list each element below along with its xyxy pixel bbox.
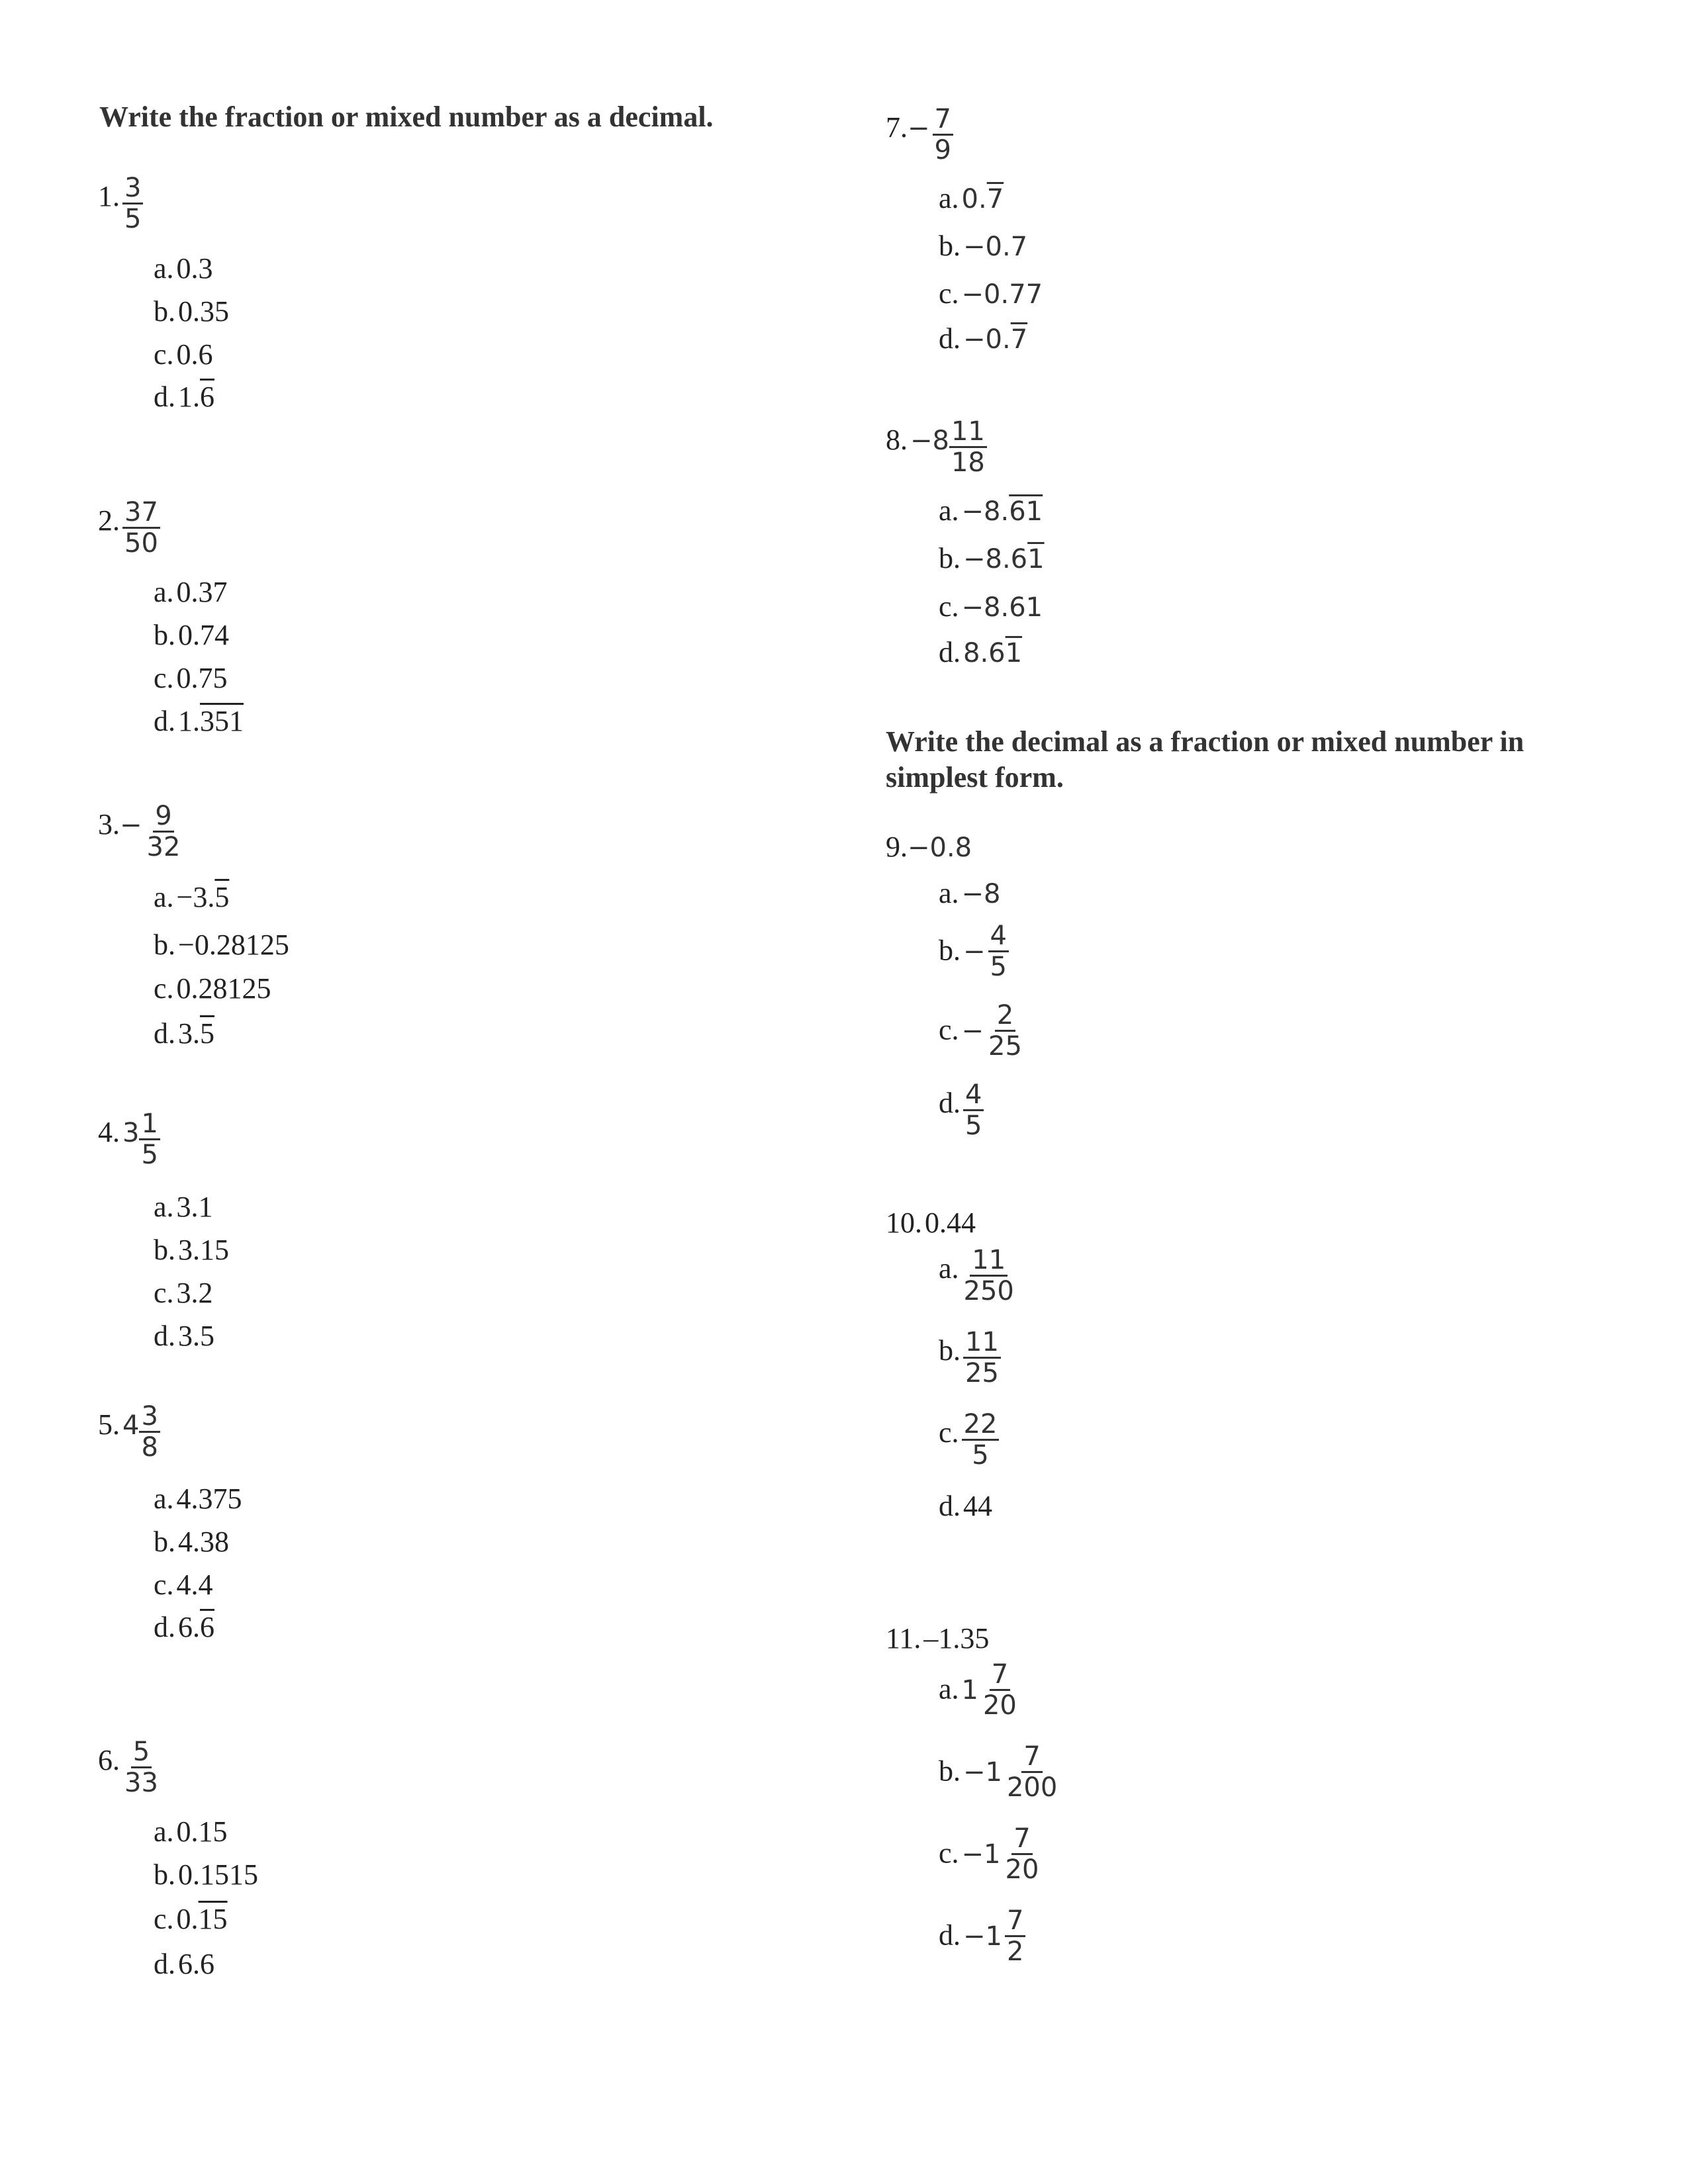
question-11 [886, 1624, 989, 1653]
option-6b[interactable]: b. 0.1515 [154, 1858, 258, 1891]
option-2a[interactable]: a. 0.37 [154, 576, 228, 608]
option-1b[interactable]: b. 0.35 [154, 295, 229, 328]
option-4b[interactable]: b. 3.15 [154, 1234, 229, 1266]
question-fraction: $\frac{3}{8}$ [139, 1402, 160, 1462]
question-7 [886, 105, 953, 165]
question-value: –1.35 [923, 1622, 990, 1655]
question-2 [98, 498, 160, 558]
question-number: 2. [98, 504, 120, 537]
question-number: 3. [98, 808, 120, 841]
question-value: −0.8 [908, 833, 972, 863]
question-fraction: $\frac{1}{5}$ [139, 1109, 160, 1169]
option-7d[interactable]: d. −0.7 [939, 322, 1028, 355]
option-10c[interactable]: c. $\frac{22}{5}$ [939, 1410, 999, 1470]
question-5 [98, 1402, 160, 1462]
question-number: 5. [98, 1408, 120, 1441]
question-1 [98, 173, 143, 234]
option-9d[interactable]: d. $\frac{4}{5}$ [939, 1080, 984, 1140]
question-number: 11. [886, 1622, 921, 1655]
option-6d[interactable]: d. 6.6 [154, 1948, 214, 1980]
option-10b[interactable]: b. $\frac{11}{25}$ [939, 1328, 1001, 1388]
negative-sign: − [908, 113, 930, 144]
question-6 [98, 1737, 160, 1797]
option-4d[interactable]: d. 3.5 [154, 1320, 214, 1352]
question-number: 8. [886, 424, 908, 457]
option-2d[interactable]: d. 1.351 [154, 705, 244, 737]
option-8d[interactable]: d. 8.61 [939, 636, 1023, 668]
question-8 [886, 417, 987, 477]
question-10 [886, 1208, 976, 1238]
option-6a[interactable]: a. 0.15 [154, 1815, 228, 1848]
section-heading-decimal-to-fraction: Write the decimal as a fraction or mixed number in simplest form. [886, 725, 1524, 794]
question-fraction: $\frac{9}{32}$ [146, 801, 181, 862]
option-11c[interactable]: c. −1 $\frac{7}{20}$ [939, 1823, 1039, 1885]
question-number: 10. [886, 1206, 922, 1239]
option-9b[interactable]: b. − $\frac{4}{5}$ [939, 921, 1009, 981]
option-5a[interactable]: a. 4.375 [154, 1482, 242, 1515]
option-1c[interactable]: c. 0.6 [154, 338, 213, 371]
section-heading-fraction-to-decimal: Write the fraction or mixed number as a decimal. [99, 101, 714, 133]
question-fraction: $\frac{37}{50}$ [122, 498, 160, 558]
option-3b[interactable]: b. −0.28125 [154, 929, 289, 961]
option-3d[interactable]: d. 3.5 [154, 1017, 214, 1050]
whole-number: 4 [122, 1410, 140, 1441]
option-10a[interactable]: a. $\frac{11}{250}$ [939, 1245, 1014, 1306]
question-number: 9. [886, 831, 908, 863]
option-8a[interactable]: a. −8.61 [939, 494, 1043, 527]
option-5c[interactable]: c. 4.4 [154, 1569, 213, 1601]
question-9 [886, 833, 972, 862]
option-2b[interactable]: b. 0.74 [154, 619, 229, 651]
option-1d[interactable]: d. 1.6 [154, 381, 214, 413]
option-6c[interactable]: c. 0.15 [154, 1903, 228, 1935]
question-4 [98, 1109, 160, 1169]
option-10d[interactable]: d. 44 [939, 1490, 992, 1522]
option-2c[interactable]: c. 0.75 [154, 662, 228, 694]
option-8b[interactable]: b. −8.61 [939, 542, 1045, 574]
whole-number: −8 [910, 426, 949, 457]
negative-sign: − [120, 810, 142, 841]
question-fraction: $\frac{7}{9}$ [933, 105, 953, 165]
question-fraction: $\frac{11}{18}$ [949, 417, 987, 477]
question-value: 0.44 [925, 1206, 976, 1239]
option-1a[interactable]: a. 0.3 [154, 252, 213, 285]
option-4a[interactable]: a. 3.1 [154, 1191, 213, 1223]
question-number: 6. [98, 1744, 120, 1777]
option-7c[interactable]: c. −0.77 [939, 277, 1043, 310]
option-9c[interactable]: c. − $\frac{2}{25}$ [939, 1000, 1022, 1062]
question-number: 7. [886, 111, 908, 144]
question-number: 4. [98, 1116, 120, 1149]
option-3a[interactable]: a. −3.5 [154, 881, 230, 913]
option-11a[interactable]: a. 1 $\frac{7}{20}$ [939, 1659, 1017, 1721]
question-fraction: $\frac{3}{5}$ [122, 173, 143, 234]
question-fraction: $\frac{5}{33}$ [124, 1737, 158, 1798]
option-7a[interactable]: a. 0.7 [939, 182, 1004, 214]
option-5d[interactable]: d. 6.6 [154, 1611, 214, 1643]
question-3 [98, 801, 182, 862]
question-number: 1. [98, 180, 120, 213]
option-7b[interactable]: b. −0.7 [939, 230, 1028, 262]
option-9a[interactable]: a. −8 [939, 877, 1001, 909]
option-5b[interactable]: b. 4.38 [154, 1525, 229, 1558]
option-11b[interactable]: b. −1 $\frac{7}{200}$ [939, 1741, 1058, 1803]
option-4c[interactable]: c. 3.2 [154, 1277, 213, 1309]
option-11d[interactable]: d. −1 $\frac{7}{2}$ [939, 1906, 1025, 1966]
option-3c[interactable]: c. 0.28125 [154, 972, 271, 1005]
whole-number: 3 [122, 1118, 140, 1149]
option-8c[interactable]: c. −8.61 [939, 590, 1043, 623]
